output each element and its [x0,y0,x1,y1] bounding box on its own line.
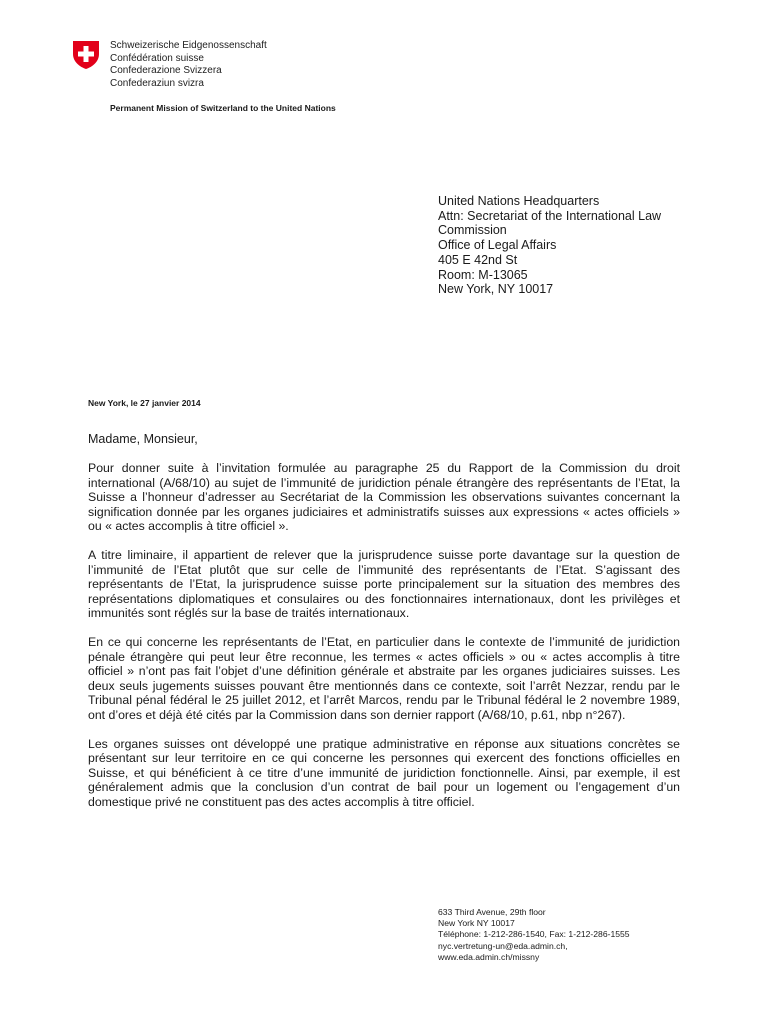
mission-name: Permanent Mission of Switzerland to the United Nations [110,103,336,113]
issuer-line-it: Confederazione Svizzera [110,65,222,76]
issuer-line-fr: Confédération suisse [110,52,204,64]
swiss-coat-of-arms-icon [72,40,100,70]
body-paragraph: Les organes suisses ont développé une pratique administrative en réponse aux situations concrètes se présentant sur leur territoire en ce qui concerne les personnes qui exercent des fonctions officielles en Suisse, et qui bénéficient à ce titre d’une immunité de juridiction fonctionnelle. Ainsi, par exemple, il est généralement admis que la conclusion d’un contrat de bail pour un logement ou l’engagement d’un domestique privé ne constituent pas des actes accomplis à titre officiel. [88,736,680,809]
body-paragraph: En ce qui concerne les représentants de l’Etat, en particulier dans le contexte de l’immunité de juridiction pénale étrangère qui peut leur être reconnue, les termes « actes officiels » ou « actes accomplis à titre officiel » n’ont pas fait l’objet d’une définition générale et abstraite par les organes judiciaires suisses. Les deux seuls jugements suisses pouvant être mentionnés dans ce contexte, soit l’arrêt Nezzar, rendu par le Tribunal pénal fédéral le 25 juillet 2012, et l’arrêt Marcos, rendu par le Tribunal fédéral le 2 novembre 1989, ont d’ores et déjà été cités par la Commission dans son dernier rapport (A/68/10, p.61, nbp n°267). [88,634,680,722]
address-line: Room: M-13065 [438,267,528,282]
footer-contact [438,907,630,963]
body-paragraph: Pour donner suite à l’invitation formulée au paragraphe 25 du Rapport de la Commission du droit international (A/68/10) au sujet de l’immunité de juridiction pénale étrangère des représentants de l’Etat, la Suisse a l’honneur d’adresser au Secrétariat de la Commission les observations suivantes concernant la signification donnée par les organes judiciaires et administratifs suisses aux expressions « actes officiels » ou « actes accomplis à titre officiel ». [88,461,680,534]
address-line: Attn: Secretariat of the International Law [438,208,662,223]
recipient-address [438,194,661,297]
footer-address-line: 633 Third Avenue, 29th floor [438,907,546,917]
footer-city-line: New York NY 10017 [438,918,515,929]
address-line: New York, NY 10017 [438,282,554,297]
address-line: Commission [438,223,507,238]
issuer-line-rm: Confederaziun svizra [110,77,204,89]
issuer-line-de: Schweizerische Eidgenossenschaft [110,40,267,51]
address-line: 405 E 42nd St [438,252,518,267]
footer-email-line: nyc.vertretung-un@eda.admin.ch, [438,940,568,951]
address-line: United Nations Headquarters [438,194,600,208]
footer-phone-line: Téléphone: 1-212-286-1540, Fax: 1-212-286-1555 [438,929,630,940]
letter-date: New York, le 27 janvier 2014 [88,398,201,408]
body-paragraph: A titre liminaire, il appartient de relever que la jurisprudence suisse porte davantage sur la question de l’immunité de l’Etat plutôt que sur celle de l’immunité des représentants de l’Etat. S’agissant des représentants de l’Etat, la jurisprudence suisse porte principalement sur la situation des membres des représentations diplomatiques et consulaires ou des fonctionnaires internationaux, dont les privilèges et immunités sont réglés sur la base de traités internationaux. [88,547,680,621]
footer-website-line: www.eda.admin.ch/missny [438,951,540,962]
address-line: Office of Legal Affairs [438,238,557,253]
letter-body [88,461,680,823]
salutation: Madame, Monsieur, [88,432,198,446]
issuer-name-block [110,40,267,90]
